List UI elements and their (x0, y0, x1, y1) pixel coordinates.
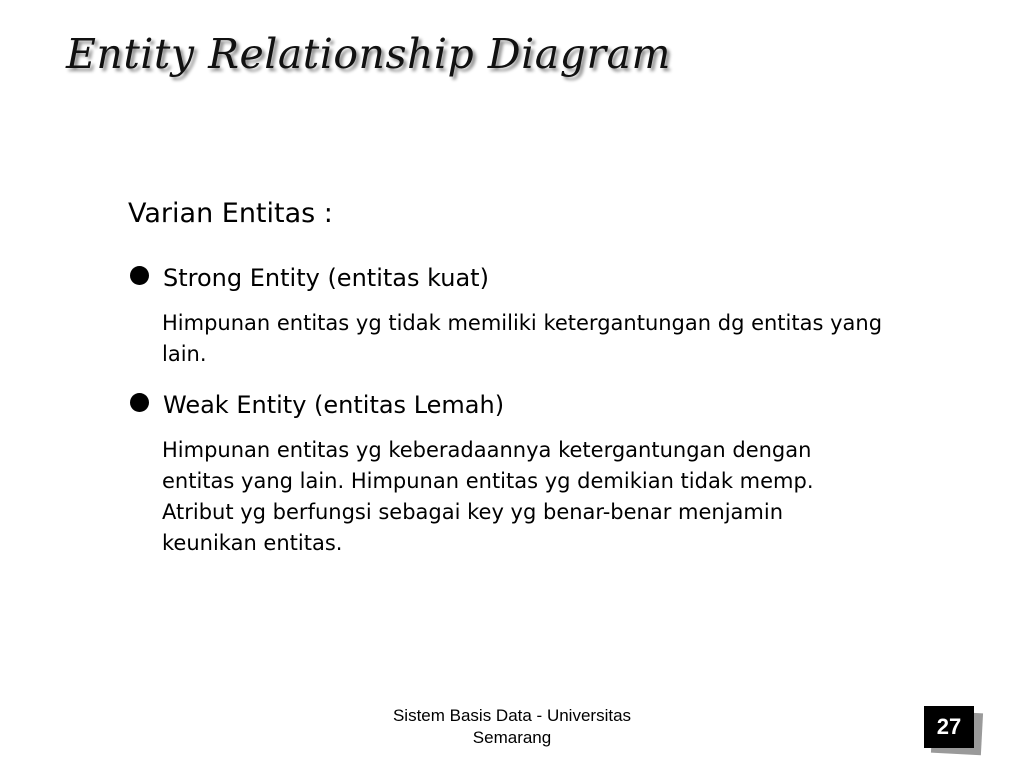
bullet-description: Himpunan entitas yg keberadaannya ketergantungan dengan entitas yang lain. Himpunan entitas yg demikian tidak memp. Atribut yg berfungsi sebagai key yg benar-benar menjamin keunikan entitas. (162, 438, 814, 555)
bullet-label: Weak Entity (entitas Lemah) (163, 391, 505, 419)
footer-text: Sistem Basis Data - Universitas Semarang (392, 706, 632, 747)
bullet-dot-icon (130, 393, 149, 412)
section-heading: Varian Entitas : (128, 198, 333, 229)
slide-title: Entity Relationship Diagram (66, 30, 671, 78)
page-number-badge: 27 (924, 706, 974, 748)
bullet-dot-icon (130, 266, 149, 285)
bullet-weak-entity (130, 391, 504, 419)
bullet-label: Strong Entity (entitas kuat) (163, 264, 489, 292)
bullet-description: Himpunan entitas yg tidak memiliki ketergantungan dg entitas yang lain. (162, 311, 883, 366)
bullet-strong-entity (130, 264, 489, 292)
